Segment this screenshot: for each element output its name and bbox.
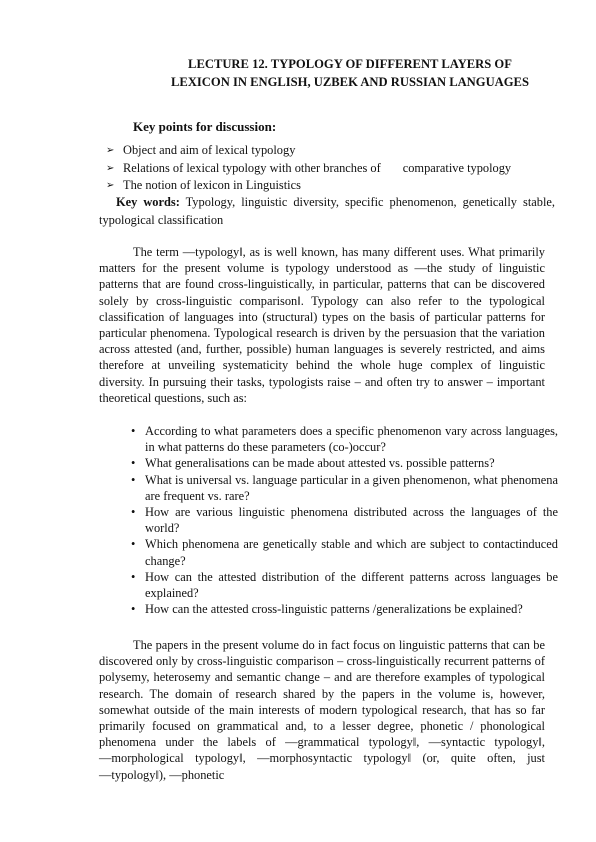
bullet-dot-icon: • — [131, 472, 136, 487]
key-point-item — [106, 160, 576, 178]
key-point-text: Object and aim of lexical typology — [123, 143, 296, 157]
bullet-dot-icon: • — [131, 424, 136, 438]
bullet-dot-icon: • — [131, 456, 136, 471]
question-item — [131, 472, 558, 504]
bullet-dot-icon: • — [131, 505, 136, 520]
question-item — [131, 455, 558, 471]
key-point-item — [106, 142, 576, 160]
question-item — [131, 601, 558, 617]
question-text: Which phenomena are genetically stable and which are subject to contactinduced change? — [145, 537, 558, 568]
question-text: How can the attested distribution of the different patterns across languages be explained? — [145, 569, 558, 601]
key-point-text-continued: comparative typology — [402, 160, 512, 175]
questions-list — [131, 423, 558, 617]
title-line-2: LEXICON IN ENGLISH, UZBEK AND RUSSIAN LANGUAGES — [171, 75, 529, 89]
arrow-bullet-icon: ➢ — [106, 162, 115, 174]
question-text: According to what parameters does a specific phenomenon vary across languages, in what patterns do these parameters (co-)occur? — [145, 424, 558, 455]
key-point-item — [106, 177, 576, 195]
question-item — [131, 504, 558, 536]
key-point-text: The notion of lexicon in Linguistics — [123, 178, 301, 192]
bullet-dot-icon: • — [131, 569, 136, 584]
question-item — [131, 569, 558, 601]
lecture-title — [120, 55, 580, 91]
keywords-label: Key words: — [116, 195, 180, 209]
question-text: How can the attested cross-linguistic patterns /generalizations be explained? — [145, 602, 523, 617]
bullet-dot-icon: • — [131, 537, 136, 552]
question-item — [131, 423, 558, 455]
key-point-text: Relations of lexical typology with other branches of — [123, 160, 381, 175]
question-item — [131, 536, 558, 568]
body-paragraph-1: The term ―typology‖, as is well known, has many different uses. What primarily matters for the present volume is typology understood as ―the study of linguistic patterns that are found cross-linguistically, in particular, patterns that can be discovered solely by cross-linguistic comparison‖. Typology can also refer to the typological classification of languages into (structural) types on the basis of particular patterns for particular phenomena. Typological research is driven by the persuasion that the variation across attested (and, further, possible) human languages is severely restricted, and aims therefore at unveiling systematicity behind the whole huge complex of linguistic diversity. In pursuing their tasks, typologists raise – and often try to answer – important theoretical questions, such as: — [99, 245, 545, 405]
key-points-list — [106, 142, 576, 195]
question-text: What is universal vs. language particular in a given phenomenon, what phenomena are frequent vs. rare? — [145, 472, 558, 503]
arrow-bullet-icon: ➢ — [106, 180, 115, 191]
question-text: How are various linguistic phenomena distributed across the languages of the world? — [145, 505, 558, 536]
body-paragraph-2: The papers in the present volume do in fact focus on linguistic patterns that can be discovered only by cross-linguistic comparison – cross-linguistically recurrent patterns of polysemy, heterosemy and semantic change – and are therefore examples of typological research. The domain of research shared by the papers in the volume is, however, somewhat outside of the main interests of modern typological research, that has so far primarily focused on grammatical and, to a lesser degree, phonetic / phonological phenomena under the labels of ―grammatical typology‖, ―syntactic typology‖, ―morphological typology‖, ―morphosyntactic typology‖ (or, quite often, just ―typology‖), ―phonetic — [99, 638, 545, 782]
title-line-1: LECTURE 12. TYPOLOGY OF DIFFERENT LAYERS OF — [188, 57, 512, 71]
keywords-block — [99, 194, 555, 229]
question-text: What generalisations can be made about attested vs. possible patterns? — [145, 456, 495, 471]
bullet-dot-icon: • — [131, 602, 136, 617]
key-points-heading: Key points for discussion: — [133, 119, 277, 134]
keywords-text: Typology, linguistic diversity, specific phenomenon, genetically stable, typological classification — [99, 195, 555, 227]
arrow-bullet-icon: ➢ — [106, 145, 115, 156]
